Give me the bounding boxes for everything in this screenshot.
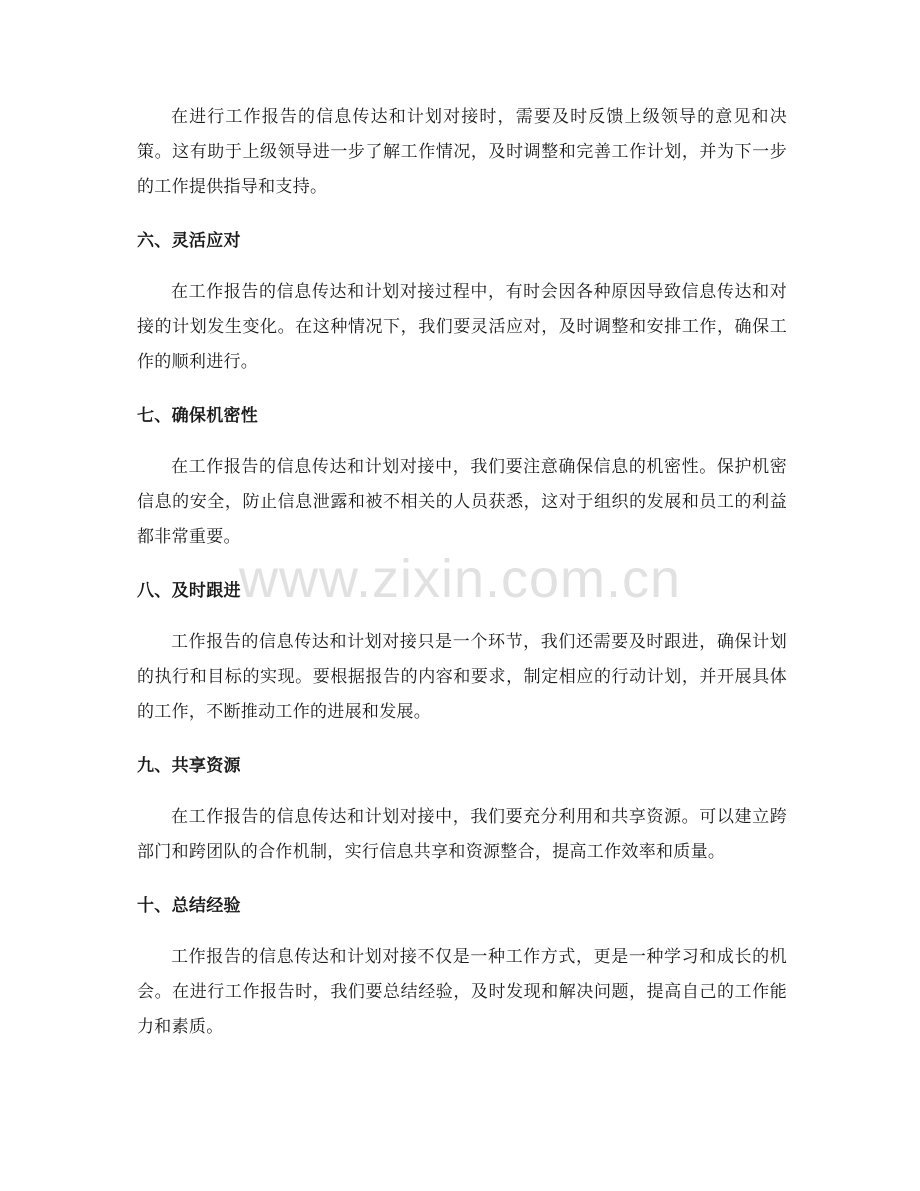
section-body-9: 在工作报告的信息传达和计划对接中，我们要充分利用和共享资源。可以建立跨部门和跨团队的合作机制，实行信息共享和资源整合，提高工作效率和质量。 (137, 807, 787, 862)
section-heading-6: 六、灵活应对 (137, 231, 241, 251)
section-heading-7: 七、确保机密性 (137, 406, 259, 426)
intro-paragraph: 在进行工作报告的信息传达和计划对接时，需要及时反馈上级领导的意见和决策。这有助于上级领导进一步了解工作情况，及时调整和完善工作计划，并为下一步的工作提供指导和支持。 (137, 107, 787, 197)
document-page (137, 100, 787, 1045)
section-heading-10: 十、总结经验 (137, 896, 241, 916)
watermark-text: www.zixin.com.cn (238, 549, 682, 609)
section-body-10: 工作报告的信息传达和计划对接不仅是一种工作方式，更是一种学习和成长的机会。在进行工作报告时，我们要总结经验，及时发现和解决问题，提高自己的工作能力和素质。 (137, 947, 787, 1037)
section-heading-9: 九、共享资源 (137, 756, 241, 776)
section-body-7: 在工作报告的信息传达和计划对接中，我们要注意确保信息的机密性。保护机密信息的安全，防止信息泄露和被不相关的人员获悉，这对于组织的发展和员工的利益都非常重要。 (137, 457, 787, 547)
section-body-8: 工作报告的信息传达和计划对接只是一个环节，我们还需要及时跟进，确保计划的执行和目标的实现。要根据报告的内容和要求，制定相应的行动计划，并开展具体的工作，不断推动工作的进展和发展。 (137, 632, 787, 722)
section-heading-8: 八、及时跟进 (137, 581, 241, 601)
section-body-6: 在工作报告的信息传达和计划对接过程中，有时会因各种原因导致信息传达和对接的计划发生变化。在这种情况下，我们要灵活应对，及时调整和安排工作，确保工作的顺利进行。 (137, 282, 787, 372)
